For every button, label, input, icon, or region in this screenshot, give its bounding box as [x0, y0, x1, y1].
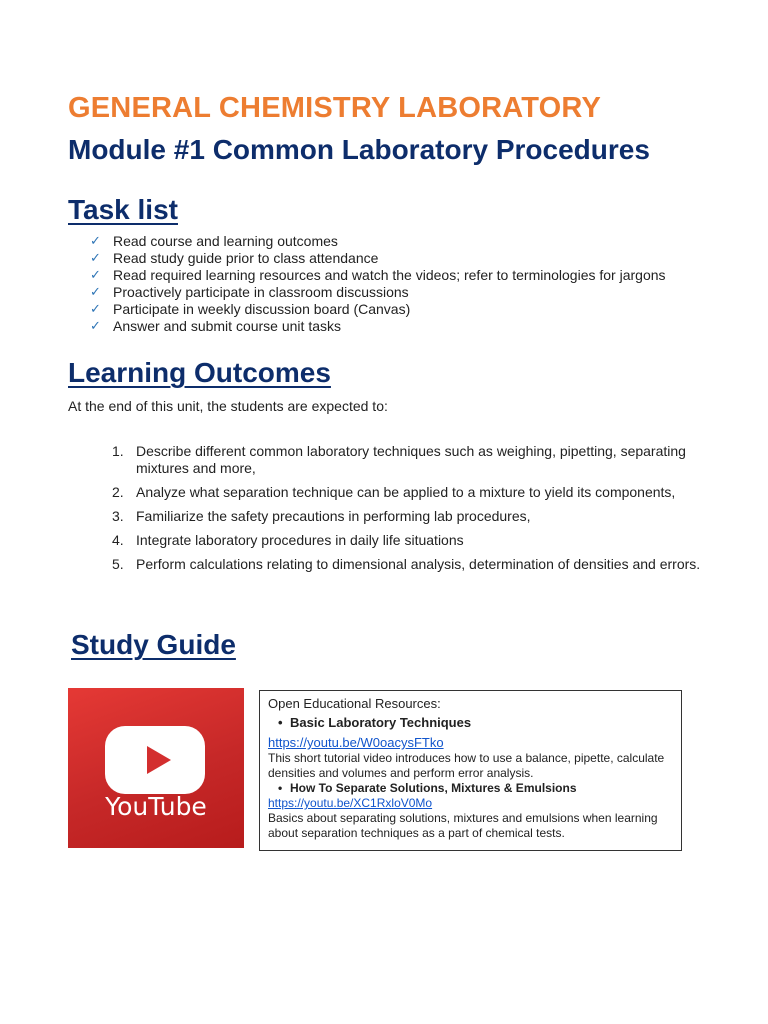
task-item: ✓ Answer and submit course unit tasks [90, 318, 341, 334]
resource-link[interactable]: https://youtu.be/XC1RxloV0Mo [268, 796, 433, 810]
task-item: ✓ Proactively participate in classroom discussions [90, 284, 409, 300]
youtube-play-button [105, 726, 205, 794]
checkmark-icon: ✓ [90, 285, 101, 300]
checkmark-icon: ✓ [90, 319, 101, 334]
outcomes-intro: At the end of this unit, the students are expected to: [68, 398, 388, 414]
resources-box-heading: Open Educational Resources: [268, 696, 441, 711]
resource-description: This short tutorial video introduces how to use a balance, pipette, calculate densities and volumes and perform error analysis. [268, 751, 665, 780]
task-item: ✓ Read course and learning outcomes [90, 233, 338, 249]
task-item: ✓ Read study guide prior to class attendance [90, 250, 379, 266]
study-guide-heading: Study Guide [71, 629, 236, 660]
outcome-item: 1. Describe different common laboratory techniques such as weighing, pipetting, separating mixtures and more, [112, 443, 686, 476]
outcome-item: 5. Perform calculations relating to dimensional analysis, determination of densities and errors. [112, 556, 701, 572]
play-icon [147, 746, 171, 774]
outcome-item: 4. Integrate laboratory procedures in daily life situations [112, 532, 464, 548]
task-item: ✓ Read required learning resources and watch the videos; refer to terminologies for jargons [90, 267, 666, 283]
resource-description: Basics about separating solutions, mixtures and emulsions when learning about separation techniques as a part of chemical tests. [268, 811, 658, 840]
resource-title: • Basic Laboratory Techniques [278, 715, 472, 730]
checkmark-icon: ✓ [90, 268, 101, 283]
checkmark-icon: ✓ [90, 234, 101, 249]
task-list [90, 233, 666, 335]
checkmark-icon: ✓ [90, 251, 101, 266]
outcomes-list [112, 443, 712, 580]
resources-box [259, 690, 682, 851]
resource-title: • How To Separate Solutions, Mixtures & Emulsions [278, 781, 577, 795]
learning-outcomes-heading: Learning Outcomes [68, 357, 331, 388]
task-list-heading: Task list [68, 194, 178, 225]
youtube-logo[interactable] [68, 688, 244, 848]
resource-link[interactable]: https://youtu.be/W0oacysFTko [268, 735, 444, 750]
bullet-icon: • [278, 715, 283, 730]
task-item: ✓ Participate in weekly discussion board (Canvas) [90, 301, 411, 317]
outcome-item: 2. Analyze what separation technique can be applied to a mixture to yield its components, [112, 484, 676, 500]
page-title: GENERAL CHEMISTRY LABORATORY [68, 92, 602, 124]
checkmark-icon: ✓ [90, 302, 101, 317]
outcome-item: 3. Familiarize the safety precautions in performing lab procedures, [112, 508, 531, 524]
bullet-icon: • [278, 781, 283, 795]
youtube-wordmark: YouTube [105, 792, 207, 821]
module-subtitle: Module #1 Common Laboratory Procedures [68, 134, 650, 165]
